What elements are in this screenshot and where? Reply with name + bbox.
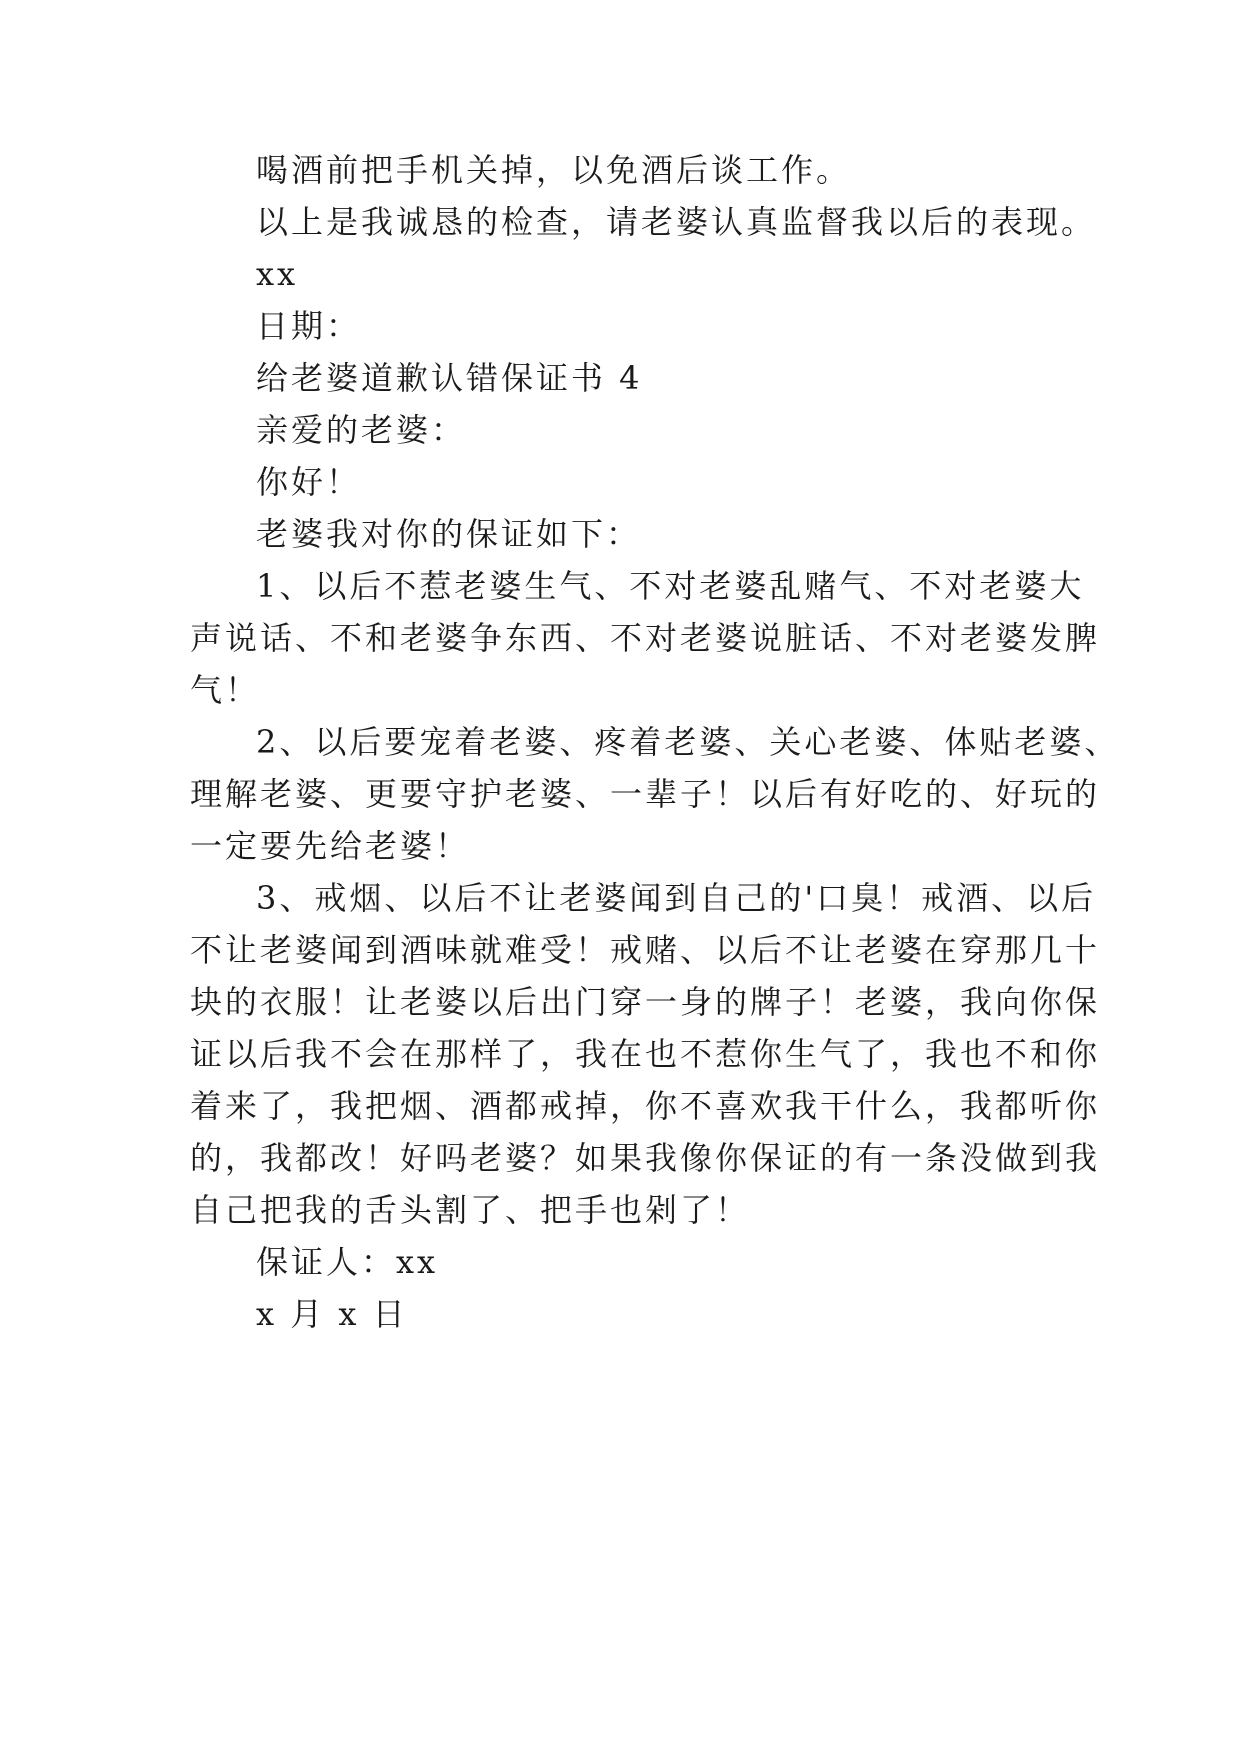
paragraph-line: 气！ (190, 671, 261, 709)
paragraph-line: 一定要先给老婆！ (190, 827, 471, 865)
paragraph-line: 1、以后不惹老婆生气、不对老婆乱赌气、不对老婆大 (256, 567, 1085, 605)
salutation: 亲爱的老婆： (256, 411, 467, 449)
text-line: 老婆我对你的保证如下： (256, 515, 642, 553)
greeting: 你好！ (256, 463, 362, 501)
paragraph-line: 不让老婆闻到酒味就难受！戒赌、以后不让老婆在穿那几十 (190, 931, 1101, 969)
section-title: 给老婆道歉认错保证书 4 (256, 359, 643, 397)
paragraph-line: 自己把我的舌头割了、把手也剁了！ (190, 1191, 751, 1229)
paragraph-line: 着来了，我把烟、酒都戒掉，你不喜欢我干什么，我都听你 (190, 1087, 1101, 1125)
text-line: 以上是我诚恳的检查，请老婆认真监督我以后的表现。 (256, 203, 1097, 241)
paragraph-line: 3、戒烟、以后不让老婆闻到自己的'口臭！戒酒、以后 (256, 879, 1097, 917)
signature-line: xx (256, 255, 299, 293)
paragraph-line: 理解老婆、更要守护老婆、一辈子！以后有好吃的、好玩的 (190, 775, 1101, 813)
paragraph-line: 证以后我不会在那样了，我在也不惹你生气了，我也不和你 (190, 1035, 1101, 1073)
paragraph-line: 2、以后要宠着老婆、疼着老婆、关心老婆、体贴老婆、 (256, 723, 1120, 761)
guarantor-line: 保证人：xx (256, 1243, 439, 1281)
date-line: x 月 x 日 (256, 1295, 408, 1333)
paragraph-line: 声说话、不和老婆争东西、不对老婆说脏话、不对老婆发脾 (190, 619, 1101, 657)
text-line: 喝酒前把手机关掉，以免酒后谈工作。 (256, 151, 852, 189)
date-label: 日期： (256, 307, 362, 345)
paragraph-line: 块的衣服！让老婆以后出门穿一身的牌子！老婆，我向你保 (190, 983, 1101, 1021)
paragraph-line: 的，我都改！好吗老婆？如果我像你保证的有一条没做到我 (190, 1139, 1101, 1177)
